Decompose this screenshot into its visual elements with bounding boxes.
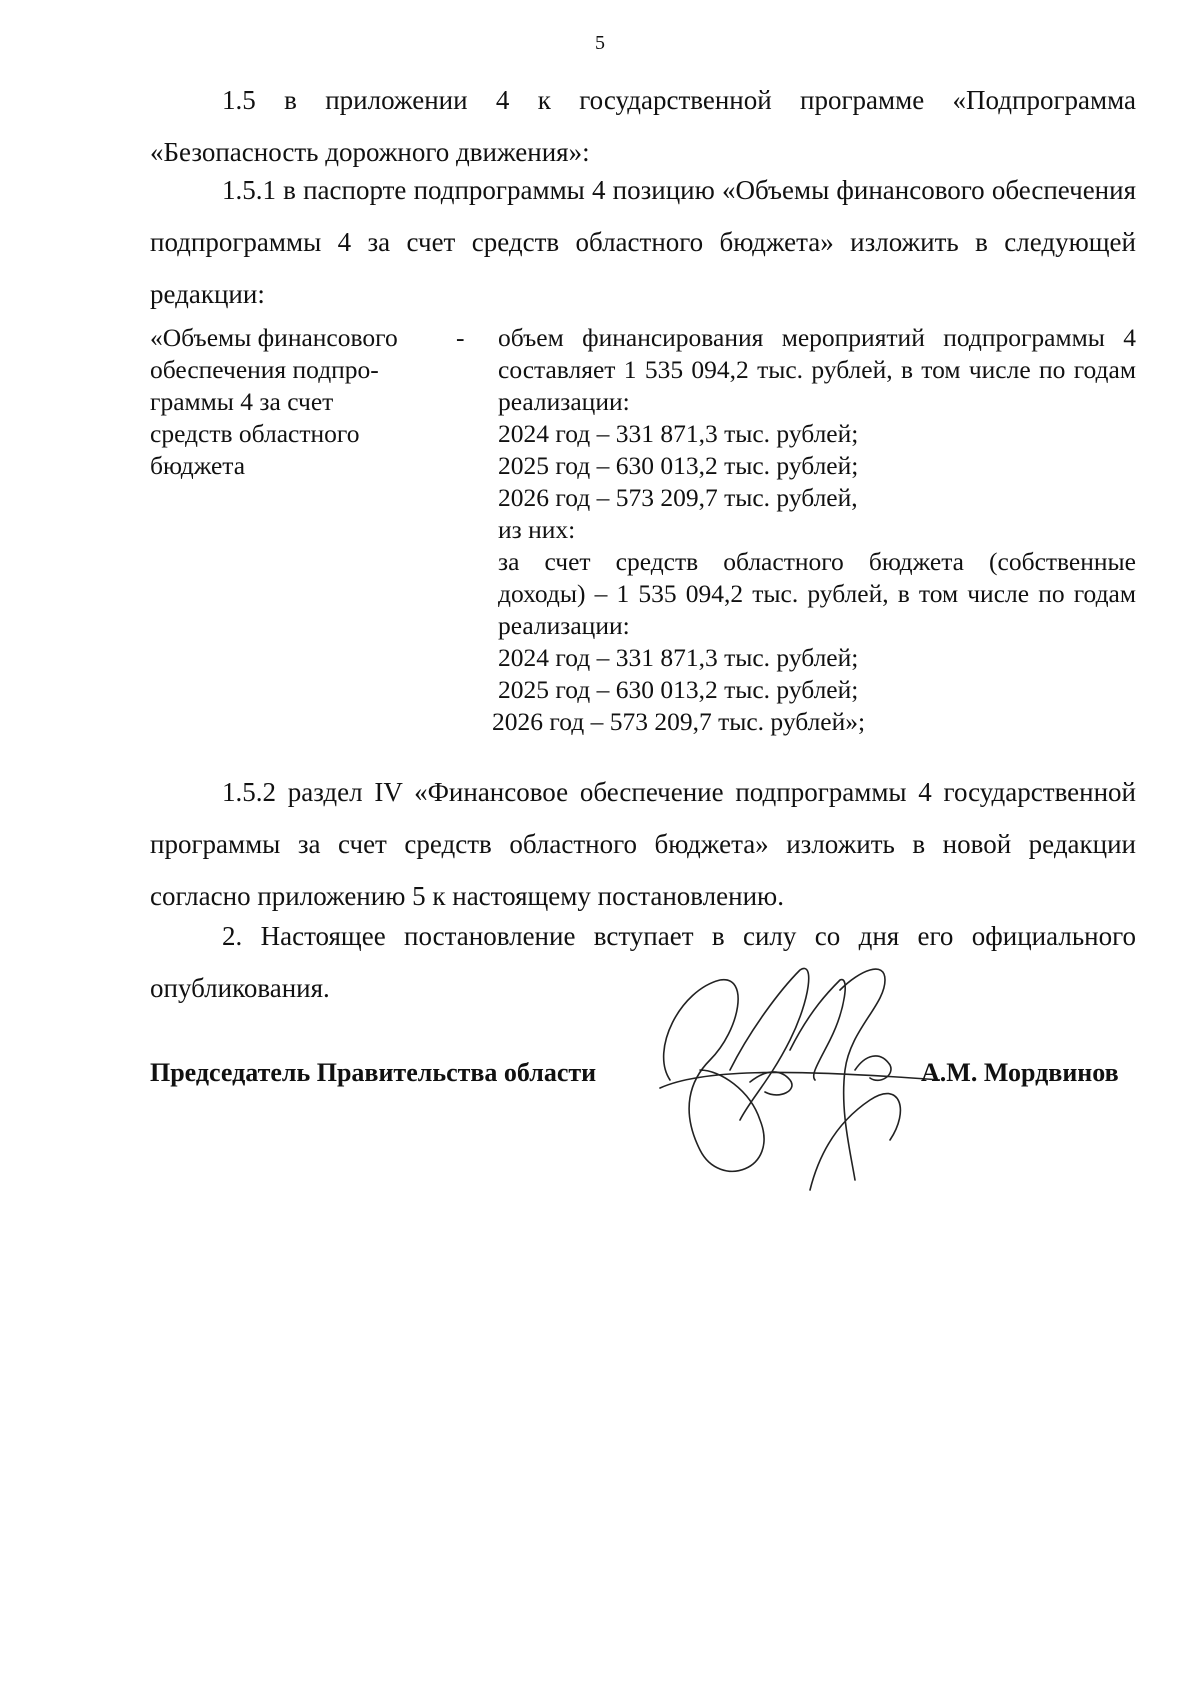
year-line: 2024 год – 331 871,3 тыс. рублей;	[498, 643, 859, 672]
financing-total-text: объем финансирования мероприятий подпрограммы 4 составляет 1 535 094,2 тыс. рублей, в том числе по годам реализации:	[498, 323, 1136, 416]
left-line: обеспечения подпро-	[150, 355, 379, 384]
year-line: 2025 год – 630 013,2 тыс. рублей;	[498, 675, 859, 704]
left-line: «Объемы финансового	[150, 323, 398, 352]
year-line: 2026 год – 573 209,7 тыс. рублей»;	[492, 707, 866, 736]
from-them-label: из них:	[498, 515, 576, 544]
left-line: бюджета	[150, 451, 246, 480]
column-dash: -	[456, 323, 465, 352]
left-line: граммы 4 за счет	[150, 387, 334, 416]
page-number: 5	[595, 32, 605, 54]
paragraph-2: 2. Настоящее постановление вступает в силу со дня его официального опубликования.	[150, 921, 1136, 1003]
left-line: средств областного	[150, 419, 360, 448]
year-line: 2025 год – 630 013,2 тыс. рублей;	[498, 451, 859, 480]
passport-left-column	[150, 322, 450, 482]
year-line: 2026 год – 573 209,7 тыс. рублей,	[498, 483, 858, 512]
signatory-position: Председатель Правительства области	[150, 1058, 597, 1087]
own-revenue-text: за счет средств областного бюджета (собственные доходы) – 1 535 094,2 тыс. рублей, в том числе по годам реализации:	[498, 547, 1136, 640]
year-line: 2024 год – 331 871,3 тыс. рублей;	[498, 419, 859, 448]
signatory-name: А.М. Мордвинов	[921, 1058, 1119, 1087]
paragraph-1-5-1: 1.5.1 в паспорте подпрограммы 4 позицию «Объемы финансового обеспечения подпрограммы 4 за счет средств областного бюджета» изложить в следующей редакции:	[150, 175, 1136, 309]
handwritten-signature	[640, 950, 940, 1210]
passport-right-column	[492, 322, 1136, 738]
paragraph-1-5: 1.5 в приложении 4 к государственной программе «Подпрограмма «Безопасность дорожного движения»:	[150, 85, 1136, 167]
paragraph-1-5-2: 1.5.2 раздел IV «Финансовое обеспечение подпрограммы 4 государственной программы за счет средств областного бюджета» изложить в новой редакции согласно приложению 5 к настоящему постановлению.	[150, 777, 1136, 911]
